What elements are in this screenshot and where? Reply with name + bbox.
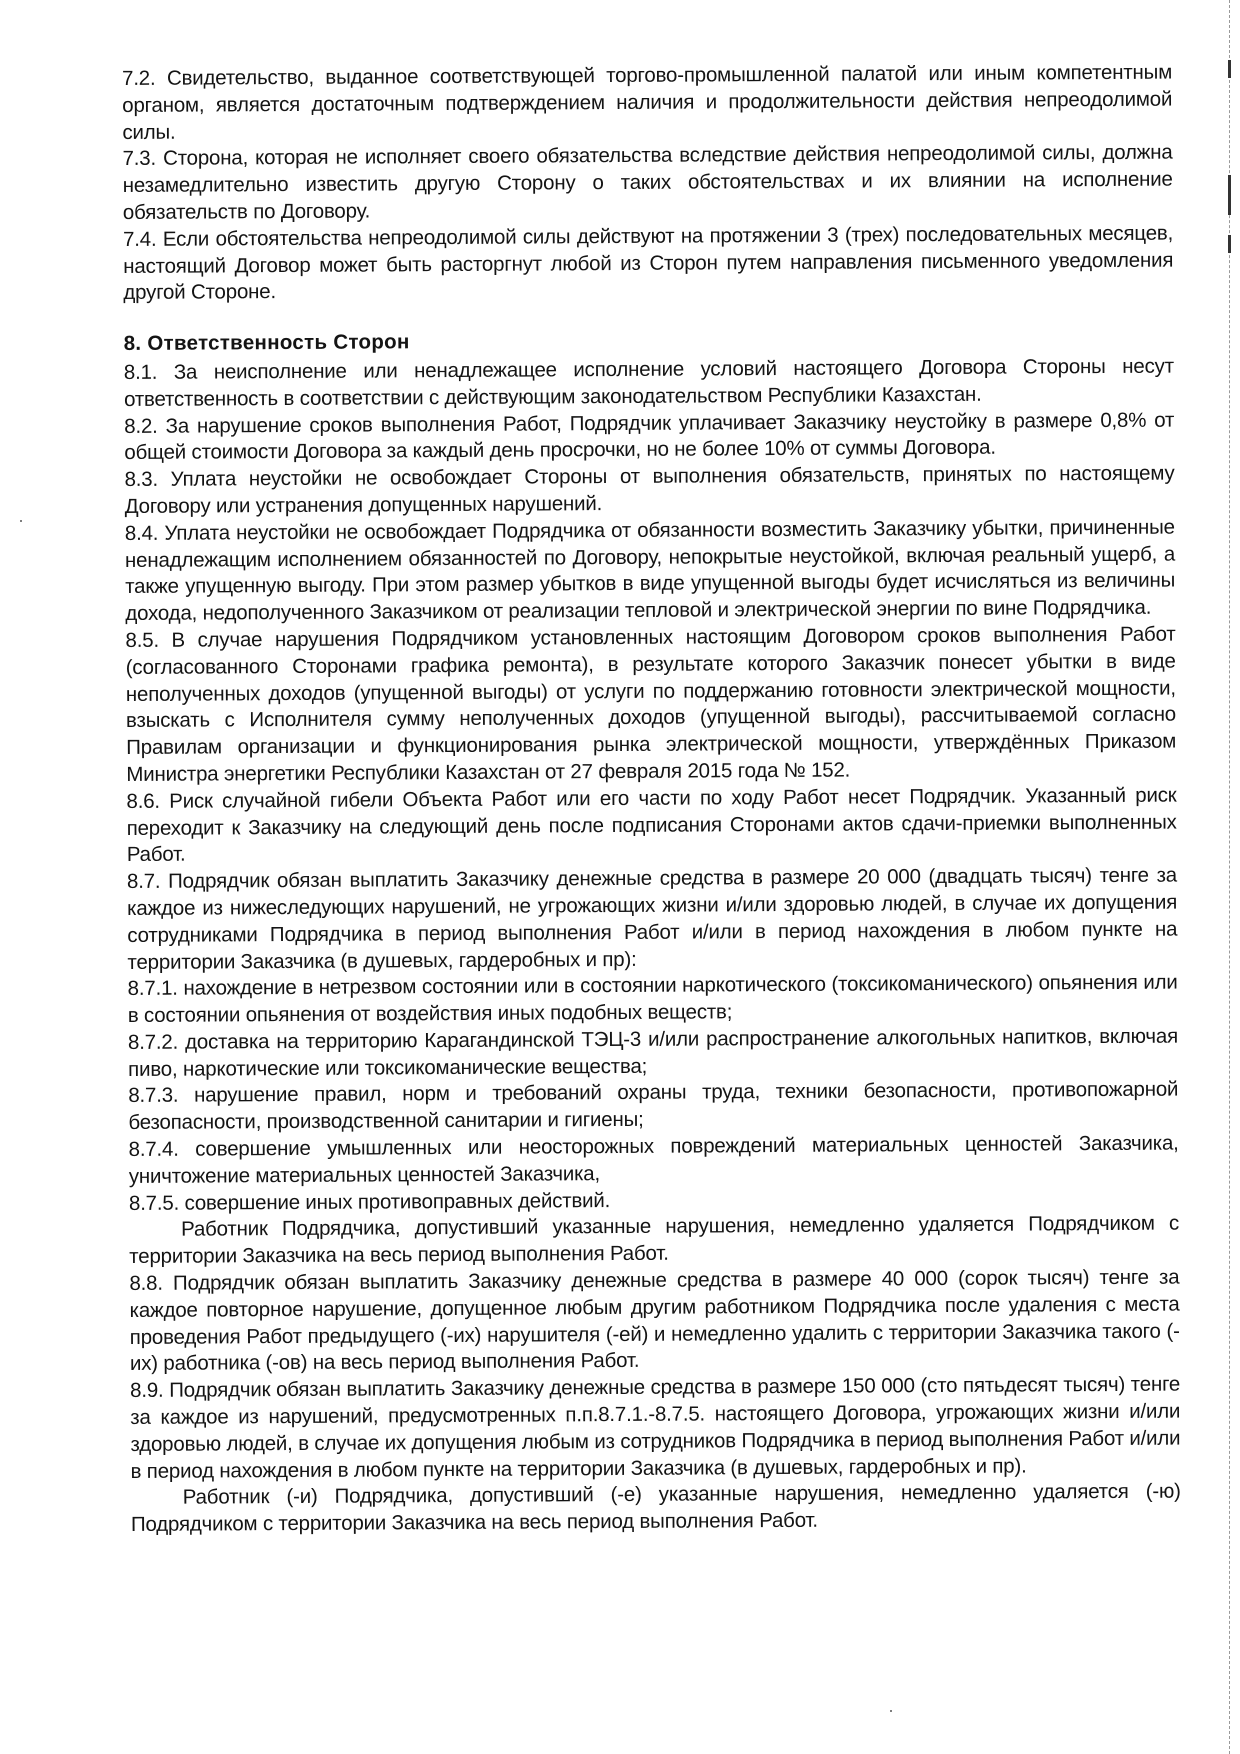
paragraph-8-7: 8.7. Подрядчик обязан выплатить Заказчику денежные средства в размере 20 000 (двадцать тысяч) тенге за каждое из нижеследующих нарушений, не угрожающих жизни и/или здоровью людей, в случае их допущения сотрудниками Подрядчика в период выполнения Работ и/или в период нахождения в любом пункте на территории Заказчика (в душевых, гардеробных и пр): [126,863,1178,974]
scan-edge-mark [1228,235,1231,253]
paragraph-8-8: 8.8. Подрядчик обязан выплатить Заказчику денежные средства в размере 40 000 (сорок тысяч) тенге за каждое повторное нарушение, допущенное любым другим работником Подрядчика после удаления с места проведения Работ предыдущего (-их) нарушителя (-ей) и немедленно удалить с территории Заказчика такого (-их) работника (-ов) на весь период выполнения Работ. [129,1265,1180,1376]
section-heading: 8. Ответственность Сторон [123,330,410,356]
paragraph-8-7-1: 8.7.1. нахождение в нетрезвом состоянии или в состоянии наркотического (токсикоманического) опьянения или в состоянии опьянения от воздействия иных подобных веществ; [127,970,1178,1028]
paragraph-worker-removal: Работник Подрядчика, допустивший указанные нарушения, немедленно удаляется Подрядчиком с территории Заказчика на весь период выполнения Работ. [129,1212,1180,1269]
scan-speck [890,1710,892,1712]
scan-edge-mark [1228,175,1231,215]
scan-edge-line [1229,0,1231,1754]
paragraph-8-2: 8.2. За нарушение сроков выполнения Работ, Подрядчик уплачивает Заказчику неустойку в размере 0,8% от общей стоимости Договора за каждый день просрочки, но не более 10% от суммы Договора. [124,408,1175,465]
document-page [122,60,1181,1539]
paragraph-8-9: 8.9. Подрядчик обязан выплатить Заказчику денежные средства в размере 150 000 (сто пятьдесят тысяч) тенге за каждое из нарушений, предусмотренных п.п.8.7.1.-8.7.5. настоящего Договора, угрожающих жизни и/или здоровью людей, в случае их допущения любым из сотрудников Подрядчика в период выполнения Работ и/или в период нахождения в любом пункте на территории Заказчика (в душевых, гардеробных и пр). [130,1372,1181,1483]
paragraph-7-2: 7.2. Свидетельство, выданное соответствующей торгово-промышленной палатой или иным компетентным органом, является достаточным подтверждением наличия и продолжительности действия непреодолимой силы. [122,60,1173,144]
paragraph-8-1: 8.1. За неисполнение или ненадлежащее исполнение условий настоящего Договора Стороны несут ответственность в соответствии с действующим законодательством Республики Казахстан. [123,354,1174,411]
paragraph-8-3: 8.3. Уплата неустойки не освобождает Стороны от выполнения обязательств, принятых по настоящему Договору или устранения допущенных нарушений. [124,461,1175,518]
paragraph-8-4: 8.4. Уплата неустойки не освобождает Подрядчика от обязанности возместить Заказчику убытки, причиненные ненадлежащим исполнением обязанностей по Договору, непокрытые неустойкой, включая реальный ущерб, а также упущенную выгоду. При этом размер убытков в виде упущенной выгоды будет исчисляться из величины дохода, недополученного Заказчиком от реализации тепловой и электрической энергии по вине Подрядчика. [124,515,1176,626]
paragraph-7-4: 7.4. Если обстоятельства непреодолимой силы действуют на протяжении 3 (трех) последовательных месяцев, настоящий Договор может быть расторгнут любой из Сторон путем направления письменного уведомления другой Стороне. [122,221,1174,305]
paragraph-8-6: 8.6. Риск случайной гибели Объекта Работ или его части по ходу Работ несет Подрядчик. Указанный риск переходит к Заказчику на следующий день после подписания Сторонами актов сдачи-приемки выполненных Работ. [126,783,1177,867]
paragraph-8-7-2: 8.7.2. доставка на территорию Карагандинской ТЭЦ-3 и/или распространение алкогольных напитков, включая пиво, наркотические или токсикоманические вещества; [127,1024,1179,1081]
paragraph-8-5: 8.5. В случае нарушения Подрядчиком установленных настоящим Договором сроков выполнения Работ (согласованного Сторонами графика ремонта), в результате которого Заказчик понесет убытки в виде неполученных доходов (упущенной выгоды) от услуги по поддержанию готовности электрической мощности, взыскать с Исполнителя сумму неполученных доходов (упущенной выгоды), рассчитываемой согласно Правилам организации и функционирования рынка электрической мощности, утверждённых Приказом Министра энергетики Республики Казахстан от 27 февраля 2015 года № 152. [125,622,1177,786]
scan-edge-mark [1228,60,1231,78]
paragraph-7-3: 7.3. Сторона, которая не исполняет своего обязательства вследствие действия непреодолимой силы, должна незамедлительно известить другую Сторону о таких обстоятельствах и их влиянии на исполнение обязательств по Договору. [122,140,1173,224]
paragraph-8-7-4: 8.7.4. совершение умышленных или неосторожных повреждений материальных ценностей Заказчика, уничтожение материальных ценностей Заказчика, [128,1131,1179,1188]
paragraph-8-7-5: 8.7.5. совершение иных противоправных действий. [128,1188,611,1215]
scan-speck [20,520,22,522]
paragraph-8-7-3: 8.7.3. нарушение правил, норм и требований охраны труда, техники безопасности, противопожарной безопасности, производственной санитарии и гигиены; [128,1078,1179,1135]
paragraph-workers-removal: Работник (-и) Подрядчика, допустивший (-е) указанные нарушения, немедленно удаляется (-ю) Подрядчиком с территории Заказчика на весь период выполнения Работ. [130,1479,1181,1537]
